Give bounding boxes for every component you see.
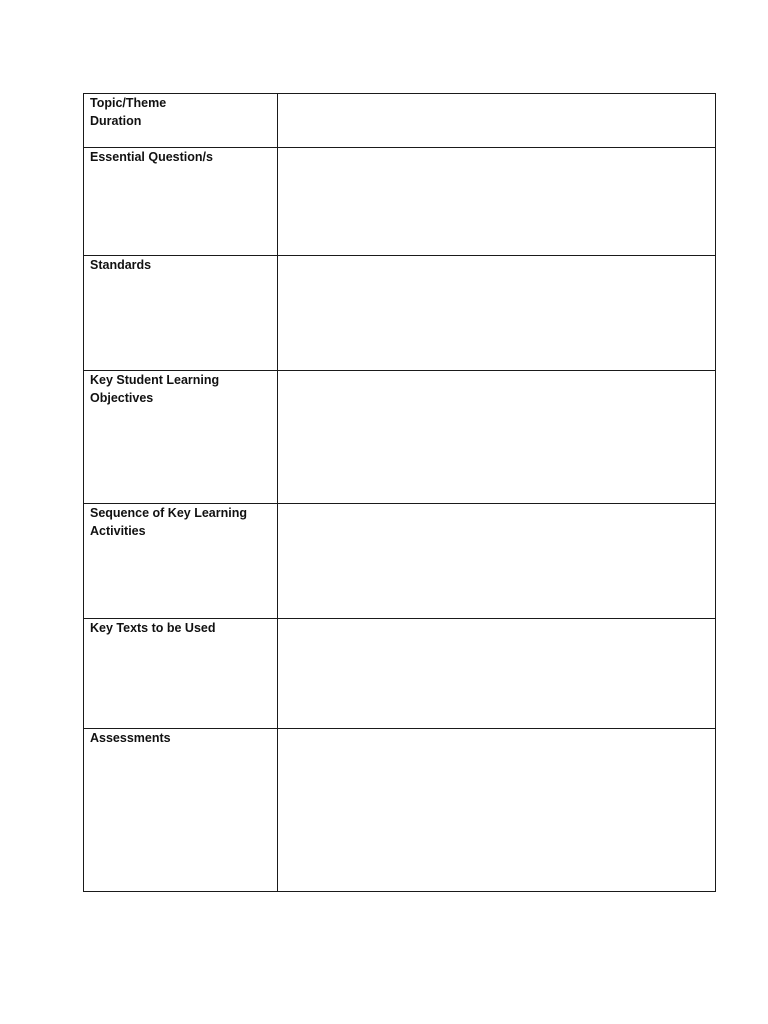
label-key-texts: Key Texts to be Used bbox=[90, 621, 216, 635]
unit-planner-table bbox=[83, 93, 716, 892]
label-activities: Activities bbox=[90, 523, 146, 538]
content-cell-key-texts bbox=[278, 619, 716, 729]
content-cell-learning-activities bbox=[278, 504, 716, 619]
table-row-topic-duration bbox=[84, 94, 716, 148]
label-key-student-learning: Key Student Learning bbox=[90, 373, 220, 387]
table-row-standards bbox=[84, 256, 716, 371]
row-label-learning-objectives bbox=[84, 371, 278, 504]
row-label-assessments bbox=[84, 729, 278, 892]
row-label-standards bbox=[84, 256, 278, 371]
row-label-topic-duration bbox=[84, 94, 278, 148]
label-assessments: Assessments bbox=[90, 731, 171, 745]
row-label-learning-activities bbox=[84, 504, 278, 619]
label-objectives: Objectives bbox=[90, 390, 154, 405]
content-cell-essential-questions bbox=[278, 148, 716, 256]
row-label-essential-questions bbox=[84, 148, 278, 256]
label-duration: Duration bbox=[90, 113, 142, 128]
content-cell-standards bbox=[278, 256, 716, 371]
content-cell-assessments bbox=[278, 729, 716, 892]
table-row-learning-activities bbox=[84, 504, 716, 619]
table-row-assessments bbox=[84, 729, 716, 892]
table-row-essential-questions bbox=[84, 148, 716, 256]
table-row-key-texts bbox=[84, 619, 716, 729]
label-standards: Standards bbox=[90, 258, 152, 272]
content-cell-topic-duration bbox=[278, 94, 716, 148]
content-cell-learning-objectives bbox=[278, 371, 716, 504]
table-row-learning-objectives bbox=[84, 371, 716, 504]
label-sequence-key-learning: Sequence of Key Learning bbox=[90, 506, 247, 520]
row-label-key-texts bbox=[84, 619, 278, 729]
label-essential-questions: Essential Question/s bbox=[90, 150, 213, 164]
label-topic-theme: Topic/Theme bbox=[90, 96, 167, 110]
